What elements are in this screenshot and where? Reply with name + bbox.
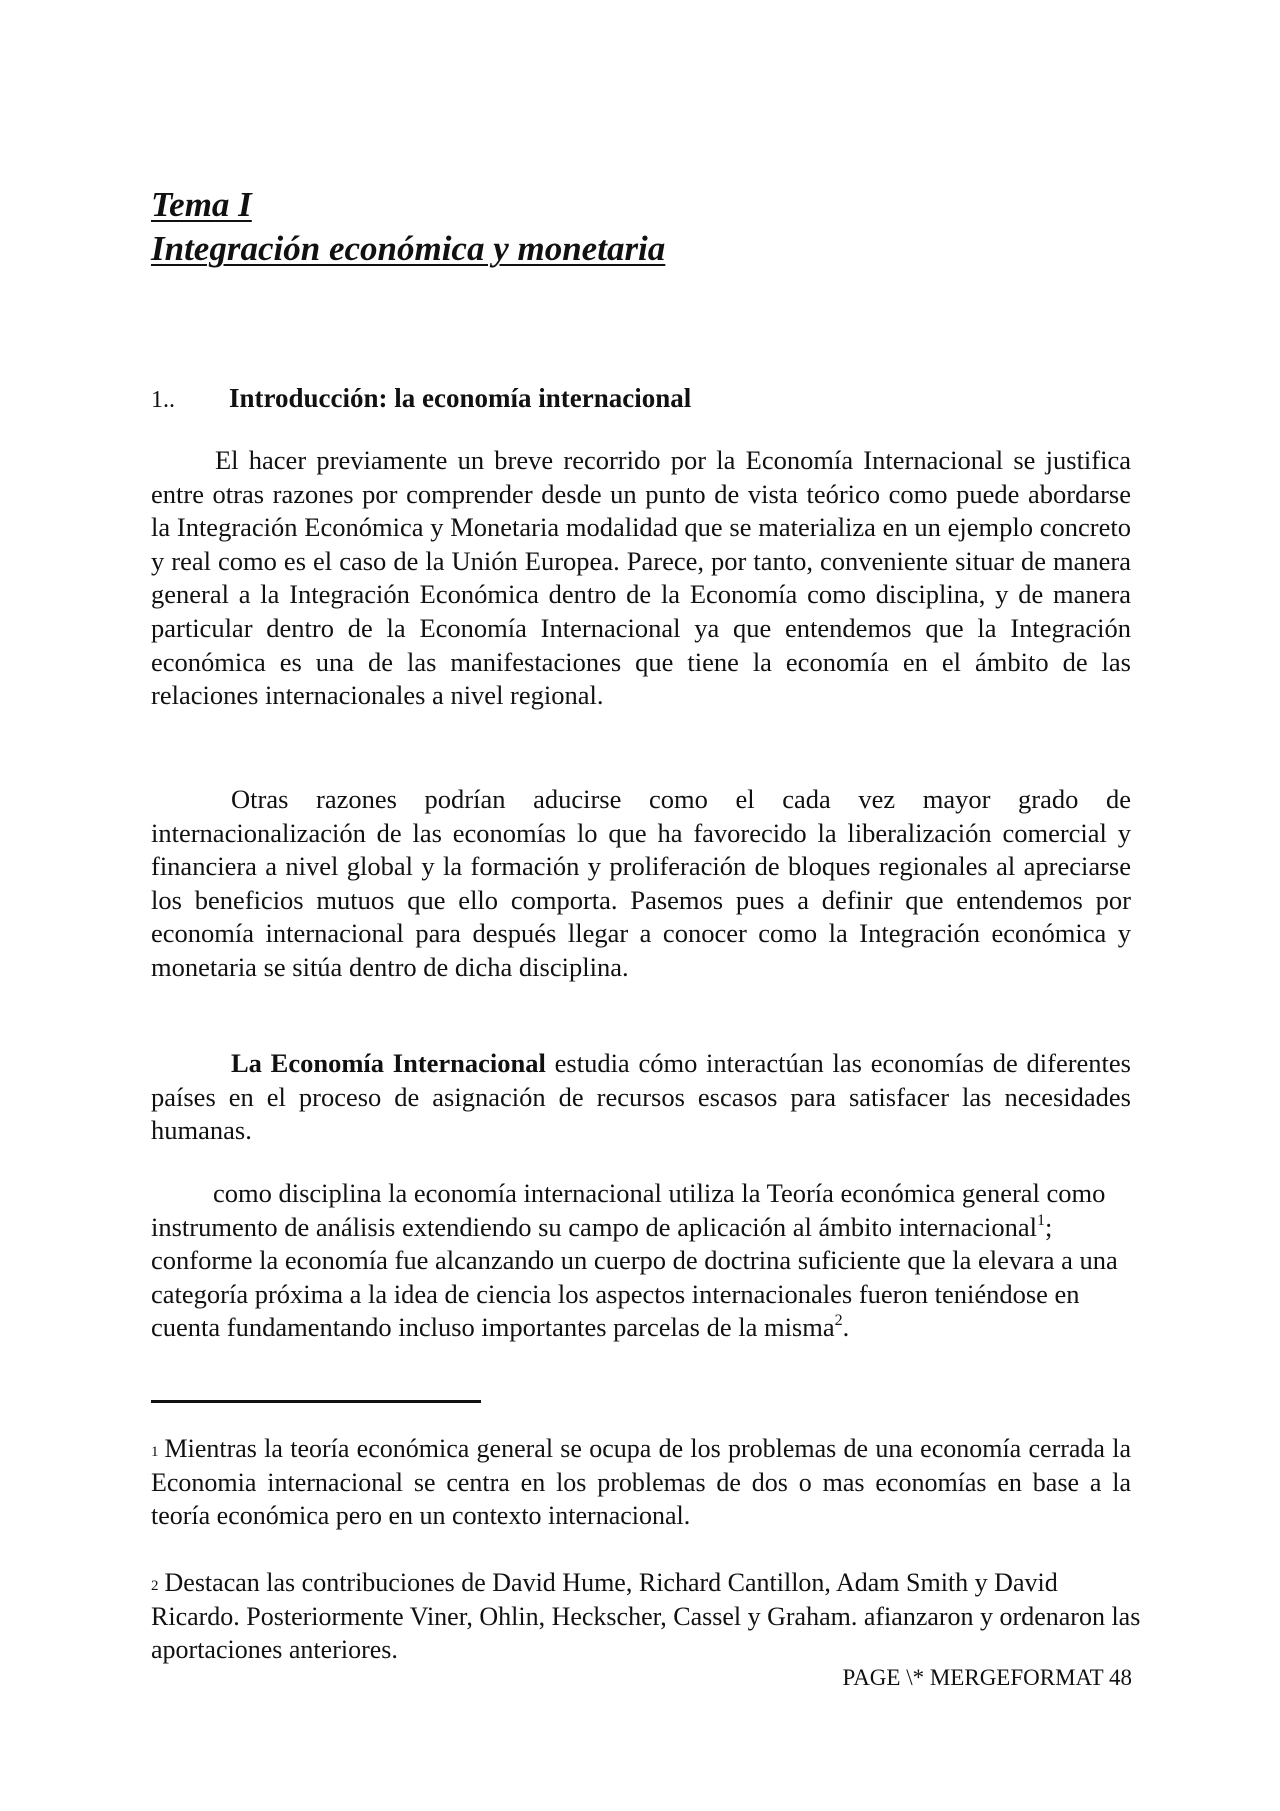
chapter-title	[151, 183, 851, 271]
section-number: 1..	[151, 387, 175, 413]
paragraph-4-text-c: .	[842, 1312, 850, 1343]
paragraph-4-text-b: ; conforme la economía fue alcanzando un cuerpo de doctrina suficiente que la elevara a una categoría próxima a la idea de ciencia los aspectos internacionales fueron teniéndose en cuenta fundamentando incluso importantes parcelas de la misma	[151, 1211, 1118, 1343]
chapter-number: Tema I	[151, 185, 252, 224]
footnote-ref-1[interactable]: 1	[1037, 1211, 1046, 1229]
footnote-ref-2[interactable]: 2	[834, 1312, 843, 1330]
footnote-2-text: Destacan las contribuciones de David Hume, Richard Cantillon, Adam Smith y David Ricardo. Posteriormente Viner, Ohlin, Heckscher, Cassel y Graham. afianzaron y ordenaron las aportaciones anteriores.	[151, 1568, 1141, 1665]
footnote-separator	[151, 1400, 481, 1403]
footnote-2	[151, 1566, 1151, 1667]
chapter-name: Integración económica y monetaria	[151, 229, 666, 268]
paragraph-2: Otras razones podrían aducirse como el cada vez mayor grado de internacionalización de las economías lo que ha favorecido la liberalización comercial y financiera a nivel global y la formación y proliferación de bloques regionales al apreciarse los beneficios mutuos que ello comporta. Pasemos pues a definir que entendemos por economía internacional para después llegar a conocer como la Integración económica y monetaria se sitúa dentro de dicha disciplina.	[151, 784, 1131, 982]
footnote-mark-2: 2	[151, 1578, 159, 1594]
paragraph-3	[151, 1047, 1131, 1148]
footnote-mark-1: 1	[151, 1444, 159, 1460]
footnote-1	[151, 1432, 1131, 1533]
section-title: Introducción: la economía internacional	[229, 383, 692, 413]
paragraph-1: El hacer previamente un breve recorrido por la Economía Internacional se justifica entre otras razones por comprender desde un punto de vista teórico como puede abordarse la Integración Económica y Monetaria modalidad que se materializa en un ejemplo concreto y real como es el caso de la Unión Europea. Parece, por tanto, conveniente situar de manera general a la Integración Económica dentro de la Economía como disciplina, y de manera particular dentro de la Economía Internacional ya que entendemos que la Integración económica es una de las manifestaciones que tiene la economía en el ámbito de las relaciones internacionales a nivel regional.	[151, 445, 1131, 711]
paragraph-3-text: estudia cómo interactúan las economías de diferentes países en el proceso de asignación de recursos escasos para satisfacer las necesidades humanas.	[151, 1048, 1131, 1146]
page-number-field: PAGE \* MERGEFORMAT 48	[842, 1665, 1132, 1690]
paragraph-4	[151, 1177, 1151, 1345]
term-definition: La Economía Internacional	[231, 1048, 546, 1078]
section-heading	[151, 380, 1141, 418]
paragraph-4-text-a: como disciplina la economía internacional utiliza la Teoría económica general como instrumento de análisis extendiendo su campo de aplicación al ámbito internacional	[151, 1178, 1106, 1242]
footnote-1-text: Mientras la teoría económica general se ocupa de los problemas de una economía cerrada la Economia internacional se centra en los problemas de dos o mas economías en base a la teoría económica pero en un contexto internacional.	[151, 1434, 1131, 1531]
